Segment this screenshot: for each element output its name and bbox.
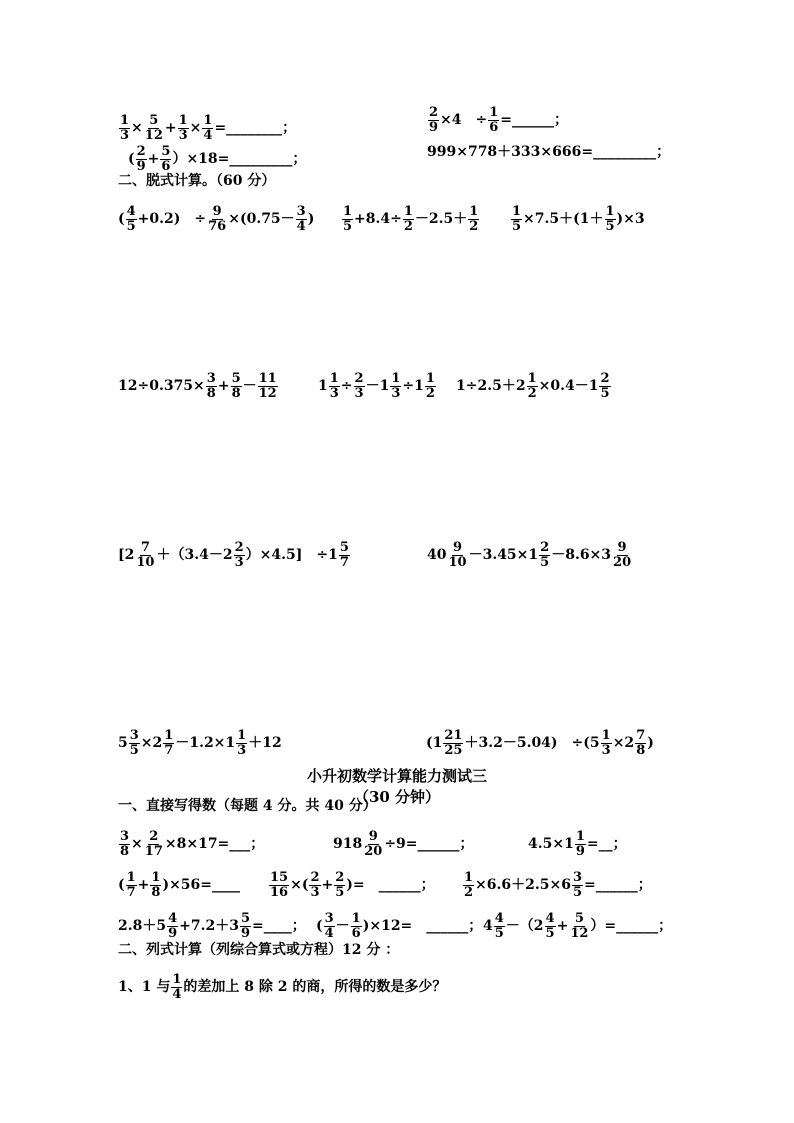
denominator: 6 [351, 925, 361, 941]
fraction [234, 541, 245, 569]
fraction [163, 729, 174, 757]
text-segment: ( [128, 151, 135, 168]
text-segment: )×3 [616, 211, 645, 228]
numerator: 1 [403, 204, 413, 219]
denominator: 8 [206, 385, 216, 401]
fraction [324, 912, 335, 940]
fraction [428, 106, 439, 134]
numerator: 7 [636, 728, 646, 743]
line-d1 [118, 830, 264, 858]
fraction [119, 830, 130, 858]
numerator: 5 [240, 911, 251, 926]
text-segment: 二、列式计算（列综合算式或方程）12 分 ： [118, 942, 400, 958]
text-segment: ( [118, 877, 125, 894]
numerator: 2 [335, 870, 345, 885]
numerator: 3 [296, 204, 306, 219]
denominator: 5 [494, 925, 504, 941]
text-segment: －1 [365, 378, 390, 395]
text-segment: (1 [426, 735, 443, 752]
text-segment: + [147, 151, 160, 168]
denominator: 9 [240, 925, 251, 941]
text-segment: =______； [584, 877, 652, 894]
line-c9 [118, 729, 282, 757]
fraction [403, 205, 414, 233]
denominator: 8 [636, 742, 646, 758]
denominator: 2 [425, 385, 435, 401]
denominator: 4 [172, 986, 182, 1002]
numerator: 21 [444, 728, 463, 743]
denominator: 12 [570, 925, 589, 941]
text-segment: 40 [427, 547, 447, 564]
line-c5 [318, 372, 437, 400]
denominator: 3 [354, 385, 364, 401]
fraction [119, 114, 130, 142]
numerator: 3 [129, 728, 139, 743]
denominator: 5 [605, 218, 615, 234]
fraction [135, 541, 155, 569]
fraction [126, 205, 137, 233]
fraction [171, 973, 182, 1001]
denominator: 5 [545, 925, 555, 941]
fraction [339, 541, 350, 569]
fraction [202, 114, 213, 142]
fraction [329, 372, 340, 400]
line-d5 [268, 871, 435, 899]
line-d9 [483, 912, 672, 940]
numerator: 1 [203, 113, 213, 128]
text-segment: =__； [586, 836, 627, 853]
fraction [342, 205, 353, 233]
numerator: 1 [575, 829, 585, 844]
text-segment: ×(0.75－ [228, 211, 295, 228]
numerator: 5 [149, 113, 159, 128]
text-segment: －2.5＋ [414, 211, 468, 228]
fraction [635, 729, 646, 757]
line-sec4 [118, 943, 399, 957]
fraction [494, 912, 505, 940]
numerator: 2 [600, 371, 610, 386]
line-c7 [118, 541, 351, 569]
numerator: 2 [136, 144, 146, 159]
text-segment: 一、直接写得数（每题 4 分。共 40 分） [118, 798, 377, 814]
numerator: 7 [140, 540, 150, 555]
fraction [539, 541, 550, 569]
denominator: 6 [489, 119, 499, 135]
fraction [363, 830, 383, 858]
denominator: 4 [203, 127, 213, 143]
numerator: 3 [324, 911, 334, 926]
fraction [236, 729, 247, 757]
text-segment: ）×4.5] ÷1 [245, 547, 338, 564]
text-segment: ) [647, 735, 654, 752]
fraction [443, 729, 463, 757]
line-sec2 [118, 174, 275, 188]
fraction [488, 106, 499, 134]
line-c3 [510, 205, 645, 233]
fraction [463, 871, 474, 899]
fraction [447, 541, 467, 569]
line-d6 [462, 871, 652, 899]
numerator: 1 [126, 870, 136, 885]
numerator: 2 [429, 105, 439, 120]
denominator: 8 [120, 843, 130, 859]
fraction [136, 145, 147, 173]
fraction [468, 205, 479, 233]
fraction [572, 871, 583, 899]
text-segment: ＋3.2－5.04) ÷(5 [464, 735, 600, 752]
denominator: 3 [601, 742, 611, 758]
text-segment: ×8×17=___； [164, 836, 265, 853]
numerator: 1 [172, 972, 182, 987]
denominator: 16 [270, 884, 289, 900]
text-segment: 1、1 与 [118, 979, 171, 996]
fraction [231, 372, 242, 400]
fraction [390, 372, 401, 400]
denominator: 3 [310, 884, 320, 900]
text-segment: ）×18=_________； [172, 151, 307, 168]
line-q1 [118, 114, 296, 142]
denominator: 2 [527, 385, 537, 401]
numerator: 1 [343, 204, 353, 219]
fraction [160, 145, 171, 173]
text-segment: 二、脱式计算。（60 分） [118, 173, 276, 189]
text-segment: 918 [333, 836, 363, 853]
numerator: 1 [489, 105, 499, 120]
line-d3 [528, 830, 627, 858]
text-segment: =________； [214, 120, 297, 137]
numerator: 1 [605, 204, 615, 219]
denominator: 5 [335, 884, 345, 900]
text-segment: ＋（3.4－2 [156, 547, 233, 564]
text-segment: 999×778＋333×666=_________； [427, 144, 671, 160]
denominator: 5 [512, 218, 522, 234]
text-segment: +8.4÷ [354, 211, 402, 228]
text-segment: )×56=____ [162, 877, 241, 894]
denominator: 20 [364, 843, 383, 859]
denominator: 8 [151, 884, 161, 900]
numerator: 1 [464, 870, 474, 885]
text-segment: 4.5×1 [528, 836, 574, 853]
text-segment: × [131, 120, 143, 137]
denominator: 2 [469, 218, 479, 234]
text-segment: ÷ [340, 378, 353, 395]
numerator: 1 [469, 204, 479, 219]
denominator: 3 [237, 742, 247, 758]
text-segment: 1÷2.5＋2 [456, 378, 526, 395]
text-segment: 1 [318, 378, 328, 395]
line-d8 [316, 912, 482, 940]
fraction [575, 830, 586, 858]
numerator: 1 [237, 728, 247, 743]
text-segment: +7.2＋3 [179, 918, 239, 935]
denominator: 12 [258, 385, 277, 401]
numerator: 9 [212, 204, 222, 219]
line-c8 [427, 541, 633, 569]
numerator: 3 [572, 870, 583, 885]
line-w1 [118, 973, 446, 1001]
text-segment: ＋12 [248, 735, 282, 752]
numerator: 2 [354, 371, 364, 386]
text-segment: × [131, 836, 143, 853]
text-segment: ×4 ÷ [440, 112, 488, 129]
denominator: 76 [208, 218, 227, 234]
numerator: 1 [120, 113, 130, 128]
numerator: 4 [126, 204, 136, 219]
denominator: 4 [324, 925, 334, 941]
denominator: 5 [343, 218, 353, 234]
denominator: 5 [600, 385, 610, 401]
line-q4 [427, 145, 670, 159]
fraction [144, 114, 164, 142]
denominator: 3 [178, 127, 188, 143]
text-segment: 4 [483, 918, 493, 935]
denominator: 4 [296, 218, 306, 234]
fraction [206, 372, 217, 400]
fraction [599, 372, 610, 400]
text-segment: 2.8＋5 [118, 918, 167, 935]
denominator: 5 [540, 554, 550, 570]
fraction [144, 830, 164, 858]
text-segment: －1.2×1 [175, 735, 236, 752]
numerator: 1 [151, 870, 161, 885]
fraction [269, 871, 289, 899]
denominator: 2 [464, 884, 474, 900]
line-c1 [118, 205, 314, 233]
denominator: 9 [575, 843, 585, 859]
denominator: 5 [129, 742, 139, 758]
text-segment: + [137, 877, 150, 894]
fraction [150, 871, 161, 899]
numerator: 2 [540, 540, 550, 555]
denominator: 25 [444, 742, 463, 758]
denominator: 3 [391, 385, 401, 401]
fraction [167, 912, 178, 940]
numerator: 4 [545, 911, 555, 926]
text-segment: ）=______； [590, 918, 673, 935]
fraction [527, 372, 538, 400]
text-segment: × [189, 120, 202, 137]
numerator: 1 [178, 113, 188, 128]
text-segment: [2 [118, 547, 135, 564]
numerator: 1 [164, 728, 174, 743]
text-segment: )×12= ______； [362, 918, 483, 935]
line-d2 [333, 830, 474, 858]
text-segment: 12÷0.375× [118, 378, 205, 395]
text-segment: ( [316, 918, 323, 935]
numerator: 15 [270, 870, 289, 885]
denominator: 7 [126, 884, 136, 900]
text-segment: － [335, 918, 350, 935]
text-segment: + [556, 918, 569, 935]
denominator: 3 [120, 127, 130, 143]
denominator: 9 [168, 925, 178, 941]
numerator: 1 [527, 371, 537, 386]
text-segment: + [321, 877, 334, 894]
numerator: 11 [258, 371, 277, 386]
text-segment: ( [118, 211, 125, 228]
numerator: 5 [161, 144, 171, 159]
fraction [178, 114, 189, 142]
fraction [258, 372, 278, 400]
numerator: 3 [120, 829, 130, 844]
numerator: 1 [391, 371, 401, 386]
test-duration: （30 分钟） [353, 788, 441, 806]
text-segment: －8.6×3 [551, 547, 612, 564]
denominator: 5 [572, 884, 583, 900]
text-segment: －（2 [505, 918, 544, 935]
numerator: 9 [453, 540, 463, 555]
numerator: 4 [494, 911, 504, 926]
numerator: 5 [231, 371, 241, 386]
text-segment: ×2 [140, 735, 163, 752]
numerator: 1 [425, 371, 435, 386]
line-d4 [118, 871, 240, 899]
denominator: 9 [136, 158, 146, 174]
text-segment: =____； [252, 918, 306, 935]
fraction [605, 205, 616, 233]
denominator: 2 [403, 218, 413, 234]
text-segment: ×7.5＋(1＋ [523, 211, 604, 228]
fraction [569, 912, 589, 940]
text-segment: ×2 [612, 735, 635, 752]
numerator: 3 [206, 371, 216, 386]
line-c4 [118, 372, 279, 400]
numerator: 1 [351, 911, 361, 926]
numerator: 9 [617, 540, 627, 555]
text-segment: －3.45×1 [468, 547, 539, 564]
fraction [351, 912, 362, 940]
fraction [511, 205, 522, 233]
denominator: 3 [329, 385, 339, 401]
line-d7 [118, 912, 306, 940]
line-c2 [341, 205, 480, 233]
line-c6 [456, 372, 612, 400]
denominator: 8 [231, 385, 241, 401]
denominator: 5 [126, 218, 136, 234]
numerator: 4 [168, 911, 178, 926]
fraction [354, 372, 365, 400]
denominator: 17 [144, 843, 163, 859]
numerator: 1 [329, 371, 339, 386]
text-segment: ×( [290, 877, 309, 894]
denominator: 10 [448, 554, 467, 570]
numerator: 2 [234, 540, 244, 555]
numerator: 1 [601, 728, 611, 743]
text-segment: ×6.6＋2.5×6 [475, 877, 571, 894]
text-segment: － [242, 378, 257, 395]
numerator: 5 [339, 540, 349, 555]
text-segment: =______； [500, 112, 569, 129]
line-q3 [128, 145, 306, 173]
text-segment: + [217, 378, 230, 395]
denominator: 12 [144, 127, 163, 143]
numerator: 1 [512, 204, 522, 219]
fraction [296, 205, 307, 233]
text-segment: 的差加上 8 除 2 的商，所得的数是多少？ [183, 979, 447, 996]
numerator: 5 [574, 911, 584, 926]
numerator: 2 [310, 870, 320, 885]
numerator: 9 [368, 829, 378, 844]
fraction [545, 912, 556, 940]
denominator: 7 [164, 742, 174, 758]
line-q2 [427, 106, 568, 134]
line-c10 [426, 729, 654, 757]
fraction [425, 372, 436, 400]
text-segment: ÷1 [402, 378, 424, 395]
fraction [207, 205, 227, 233]
text-segment: +0.2) ÷ [137, 211, 207, 228]
numerator: 2 [149, 829, 159, 844]
denominator: 6 [161, 158, 171, 174]
denominator: 20 [613, 554, 632, 570]
fraction [601, 729, 612, 757]
fraction [334, 871, 345, 899]
test-title: 小升初数学计算能力测试三 [306, 767, 487, 785]
text-segment: ×0.4－1 [538, 378, 599, 395]
fraction [240, 912, 251, 940]
text-segment: ÷9=______； [384, 836, 474, 853]
fraction [612, 541, 632, 569]
denominator: 3 [234, 554, 244, 570]
text-segment: )= ______； [346, 877, 435, 894]
fraction [126, 871, 137, 899]
denominator: 9 [429, 119, 439, 135]
denominator: 10 [136, 554, 155, 570]
text-segment: ) [307, 211, 315, 228]
text-segment: 5 [118, 735, 128, 752]
fraction [129, 729, 140, 757]
text-segment: + [164, 120, 177, 137]
fraction [309, 871, 320, 899]
denominator: 7 [339, 554, 349, 570]
